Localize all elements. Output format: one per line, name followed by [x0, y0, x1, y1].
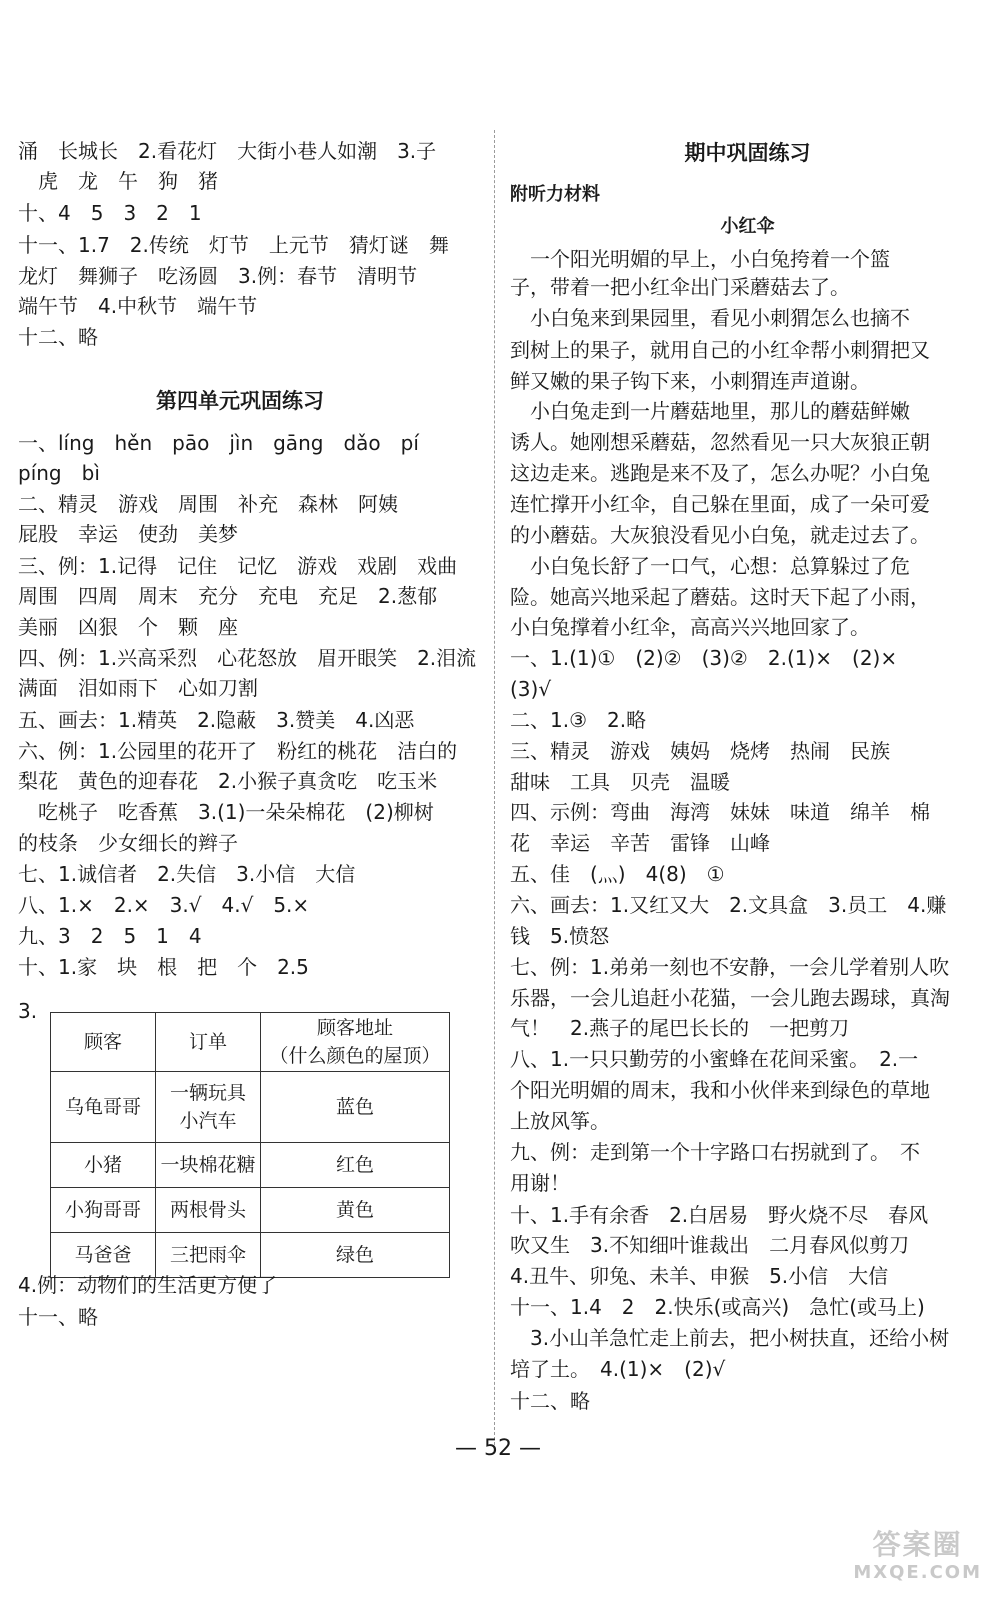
answer-line: 十一、1.4 2 2.快乐(或高兴) 急忙(或马上) — [510, 1295, 925, 1319]
answer-line: 涌 长城长 2.看花灯 大街小巷人如潮 3.子 — [18, 139, 437, 163]
answer-line: 七、1.诚信者 2.失信 3.小信 大信 — [18, 862, 356, 886]
watermark-logo — [853, 1528, 982, 1584]
table-row — [51, 1143, 450, 1188]
table-cell: 马爸爸 — [51, 1233, 156, 1278]
answer-line: 甜味 工具 贝壳 温暖 — [510, 770, 730, 794]
story-line: 连忙撑开小红伞，自己躲在里面，成了一朵可爱 — [510, 492, 930, 516]
answer-line: 七、例：1.弟弟一刻也不安静，一会儿学着别人吹 — [510, 955, 950, 979]
answer-line: 个阳光明媚的周末，我和小伙伴来到绿色的草地 — [510, 1078, 930, 1102]
section-heading-midterm: 期中巩固练习 — [684, 141, 811, 165]
page-number: — 52 — — [455, 1436, 541, 1461]
answer-line: 梨花 黄色的迎春花 2.小猴子真贪吃 吃玉米 — [18, 769, 438, 793]
table-cell-line: 一辆玩具 — [169, 1082, 246, 1104]
table-cell — [156, 1072, 261, 1143]
answer-line: 培了土。 4.(1)× (2)√ — [510, 1357, 726, 1381]
answer-line: 钱 5.愤怒 — [510, 924, 610, 948]
answer-line: 十二、略 — [510, 1389, 590, 1413]
answer-line: 龙灯 舞狮子 吃汤圆 3.例：春节 清明节 — [18, 264, 418, 288]
answer-line: 一、1.(1)① (2)② (3)② 2.(1)× (2)× — [510, 646, 898, 670]
answer-line: 九、3 2 5 1 4 — [18, 924, 202, 948]
story-line: 小白兔撑着小红伞，高高兴兴地回家了。 — [510, 615, 870, 639]
answer-line: (3)√ — [510, 677, 552, 701]
table-cell: 一块棉花糖 — [156, 1143, 261, 1188]
answer-line: píng bì — [18, 461, 100, 485]
answer-line: 六、画去：1.又红又大 2.文具盒 3.员工 4.赚 — [510, 893, 947, 917]
watermark-url: MXQE.COM — [853, 1562, 982, 1583]
answer-line: 五、佳 (灬) 4(8) ① — [510, 862, 725, 886]
answer-line: 用谢！ — [510, 1171, 570, 1195]
table-row — [51, 1188, 450, 1233]
story-line: 到树上的果子，就用自己的小红伞帮小刺猬把又 — [510, 338, 930, 362]
answer-line: 八、1.× 2.× 3.√ 4.√ 5.× — [18, 893, 310, 917]
story-line: 小白兔长舒了一口气，心想：总算躲过了危 — [510, 554, 910, 578]
answer-line: 虎 龙 午 狗 猪 — [18, 169, 218, 193]
answer-line: 二、精灵 游戏 周围 补充 森林 阿姨 — [18, 492, 398, 516]
table-cell: 黄色 — [261, 1188, 450, 1233]
answer-line: 九、例：走到第一个十字路口右拐就到了。 不 — [510, 1140, 920, 1164]
column-divider — [494, 130, 495, 1450]
story-line: 子，带着一把小红伞出门采蘑菇去了。 — [510, 275, 850, 299]
answer-line: 一、líng hěn pāo jìn gāng dǎo pí — [18, 431, 419, 455]
watermark-text: 答案圈 — [872, 1528, 963, 1561]
table-cell: 三把雨伞 — [156, 1233, 261, 1278]
answer-line: 五、画去：1.精英 2.隐蔽 3.赞美 4.凶恶 — [18, 708, 415, 732]
answer-line: 六、例：1.公园里的花开了 粉红的桃花 洁白的 — [18, 739, 458, 763]
table-cell: 乌龟哥哥 — [51, 1072, 156, 1143]
section-heading-unit4: 第四单元巩固练习 — [156, 389, 324, 413]
story-title: 小红伞 — [720, 216, 775, 237]
table-header-cell-line: 顾客地址 — [316, 1017, 393, 1039]
answer-line: 三、精灵 游戏 姨妈 烧烤 热闹 民族 — [510, 739, 890, 763]
answer-line: 气！ 2.燕子的尾巴长长的 一把剪刀 — [510, 1016, 850, 1040]
answer-line: 花 幸运 辛苦 雷锋 山峰 — [510, 831, 770, 855]
answer-line: 美丽 凶狠 个 颗 座 — [18, 615, 238, 639]
answer-line: 上放风筝。 — [510, 1109, 610, 1133]
answer-line: 十二、略 — [18, 325, 98, 349]
story-line: 的小蘑菇。大灰狼没看见小白兔，就走过去了。 — [510, 523, 930, 547]
story-line: 小白兔来到果园里，看见小刺猬怎么也摘不 — [510, 306, 910, 330]
table-cell: 红色 — [261, 1143, 450, 1188]
table-cell: 蓝色 — [261, 1072, 450, 1143]
answer-line: 端午节 4.中秋节 端午节 — [18, 294, 258, 318]
story-line: 诱人。她刚想采蘑菇，忽然看见一只大灰狼正朝 — [510, 430, 930, 454]
answer-line: 吃桃子 吃香蕉 3.(1)一朵朵棉花 (2)柳树 — [18, 800, 434, 824]
answer-line: 4.丑牛、卯兔、未羊、申猴 5.小信 大信 — [510, 1264, 889, 1288]
answer-line: 四、示例：弯曲 海湾 妹妹 味道 绵羊 棉 — [510, 800, 930, 824]
answer-line: 满面 泪如雨下 心如刀割 — [18, 676, 258, 700]
answer-line: 八、1.一只只勤劳的小蜜蜂在花间采蜜。 2.一 — [510, 1047, 919, 1071]
table-cell: 两根骨头 — [156, 1188, 261, 1233]
story-line: 一个阳光明媚的早上，小白兔挎着一个篮 — [510, 247, 890, 271]
answer-line: 周围 四周 周末 充分 充电 充足 2.葱郁 — [18, 584, 438, 608]
answer-line: 屁股 幸运 使劲 美梦 — [18, 522, 238, 546]
answer-line: 乐器，一会儿追赶小花猫，一会儿跑去踢球，真淘 — [510, 986, 950, 1010]
table-cell-line: 小汽车 — [179, 1110, 237, 1132]
story-line: 小白兔走到一片蘑菇地里，那儿的蘑菇鲜嫩 — [510, 399, 910, 423]
customer-order-table — [50, 1012, 450, 1278]
answer-line: 十、4 5 3 2 1 — [18, 201, 202, 225]
answer-line: 十、1.手有余香 2.白居易 野火烧不尽 春风 — [510, 1203, 929, 1227]
answer-line: 四、例：1.兴高采烈 心花怒放 眉开眼笑 2.泪流 — [18, 646, 477, 670]
table-header-row — [51, 1013, 450, 1072]
listening-material-label: 附听力材料 — [510, 184, 600, 205]
answer-line: 3.小山羊急忙走上前去，把小树扶直，还给小树 — [510, 1326, 950, 1350]
answer-line: 的枝条 少女细长的辫子 — [18, 831, 238, 855]
table-header-cell — [261, 1013, 450, 1072]
answer-line: 三、例：1.记得 记住 记忆 游戏 戏剧 戏曲 — [18, 554, 458, 578]
table-row — [51, 1072, 450, 1143]
table-header-cell: 顾客 — [51, 1013, 156, 1072]
table-cell: 小猪 — [51, 1143, 156, 1188]
answer-line: 二、1.③ 2.略 — [510, 708, 647, 732]
table-cell: 小狗哥哥 — [51, 1188, 156, 1233]
story-line: 鲜又嫩的果子钩下来，小刺猬连声道谢。 — [510, 369, 870, 393]
answer-line: 十一、略 — [18, 1305, 98, 1329]
answer-line: 十、1.家 块 根 把 个 2.5 — [18, 955, 309, 979]
answer-line: 4.例：动物们的生活更方便了 — [18, 1273, 278, 1297]
answer-line: 吹又生 3.不知细叶谁裁出 二月春风似剪刀 — [510, 1233, 910, 1257]
table-header-cell: 订单 — [156, 1013, 261, 1072]
table-cell: 绿色 — [261, 1233, 450, 1278]
table-header-cell-line: （什么颜色的屋顶） — [269, 1045, 441, 1067]
story-line: 险。她高兴地采起了蘑菇。这时天下起了小雨， — [510, 585, 930, 609]
answer-line: 十一、1.7 2.传统 灯节 上元节 猜灯谜 舞 — [18, 233, 449, 257]
story-line: 这边走来。逃跑是来不及了，怎么办呢？小白兔 — [510, 461, 930, 485]
answer-line: 3. — [18, 999, 38, 1023]
